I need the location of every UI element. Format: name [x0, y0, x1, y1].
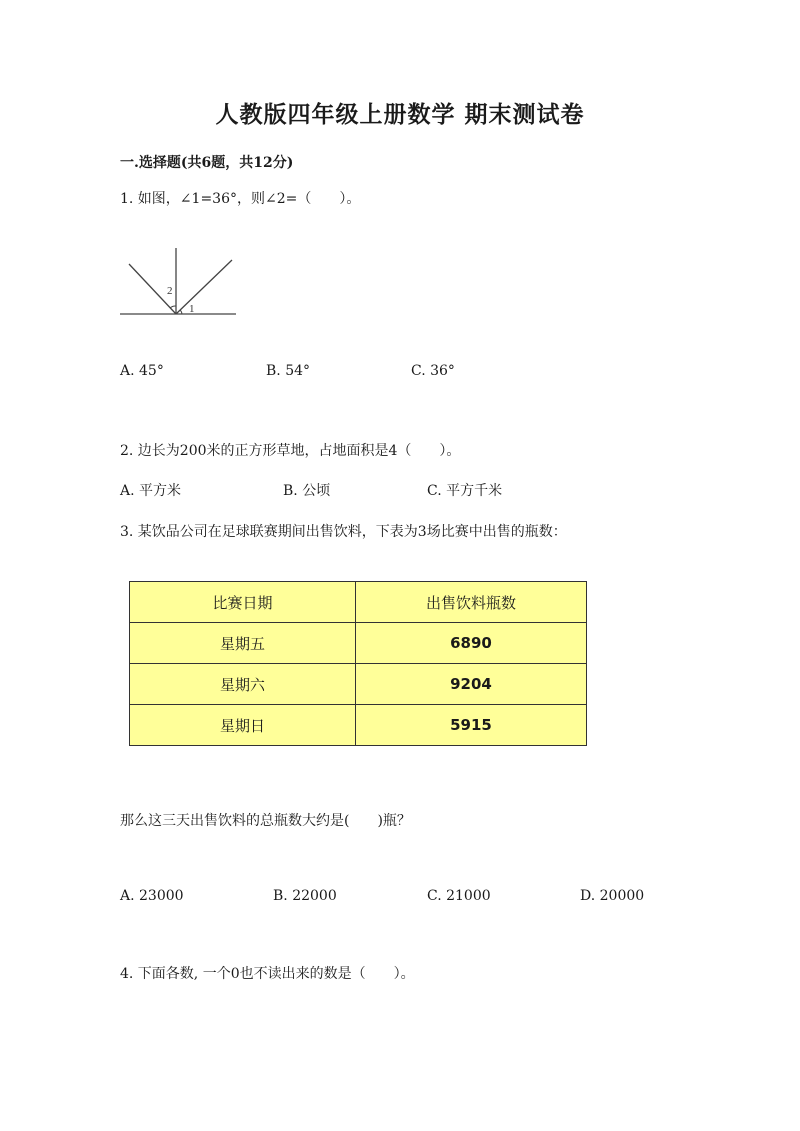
cell-day: 星期六	[130, 664, 356, 705]
cell-bottles: 9204	[356, 664, 587, 705]
header-date: 比赛日期	[130, 582, 356, 623]
question-4-text: 4. 下面各数, 一个0也不读出来的数是（ ）。	[120, 966, 415, 982]
q3-option-b: B. 22000	[273, 888, 337, 904]
q2-option-a: A. 平方米	[120, 483, 182, 499]
question-2-text: 2. 边长为200米的正方形草地，占地面积是4（ ）。	[120, 443, 461, 459]
angle-2-label: 2	[167, 285, 173, 297]
cell-day: 星期日	[130, 705, 356, 746]
sales-table	[129, 581, 587, 746]
q1-option-c: C. 36°	[411, 363, 455, 379]
table-row	[130, 623, 587, 664]
angle-figure	[118, 244, 240, 320]
cell-bottles: 5915	[356, 705, 587, 746]
angle-1-label: 1	[189, 303, 195, 315]
q1-option-b: B. 54°	[266, 363, 311, 379]
table-row	[130, 705, 587, 746]
question-3-prompt: 那么这三天出售饮料的总瓶数大约是( )瓶？	[120, 813, 411, 829]
page-title: 人教版四年级上册数学 期末测试卷	[215, 101, 585, 128]
q3-option-c: C. 21000	[427, 888, 491, 904]
cell-day: 星期五	[130, 623, 356, 664]
question-1-text: 1. 如图，∠1=36°，则∠2=（ ）。	[120, 191, 361, 207]
q2-option-c: C. 平方千米	[427, 483, 503, 499]
q1-option-a: A. 45°	[120, 363, 164, 379]
question-3-text: 3. 某饮品公司在足球联赛期间出售饮料，下表为3场比赛中出售的瓶数：	[120, 524, 567, 540]
section-heading: 一.选择题(共6题，共12分)	[120, 155, 294, 171]
table-row	[130, 664, 587, 705]
q3-option-d: D. 20000	[580, 888, 645, 904]
angle-2-arc	[170, 306, 176, 308]
q3-option-a: A. 23000	[120, 888, 184, 904]
right-ray	[176, 260, 232, 314]
q2-option-b: B. 公顷	[283, 483, 331, 499]
header-bottles: 出售饮料瓶数	[356, 582, 587, 623]
table-header-row	[130, 582, 587, 623]
cell-bottles: 6890	[356, 623, 587, 664]
